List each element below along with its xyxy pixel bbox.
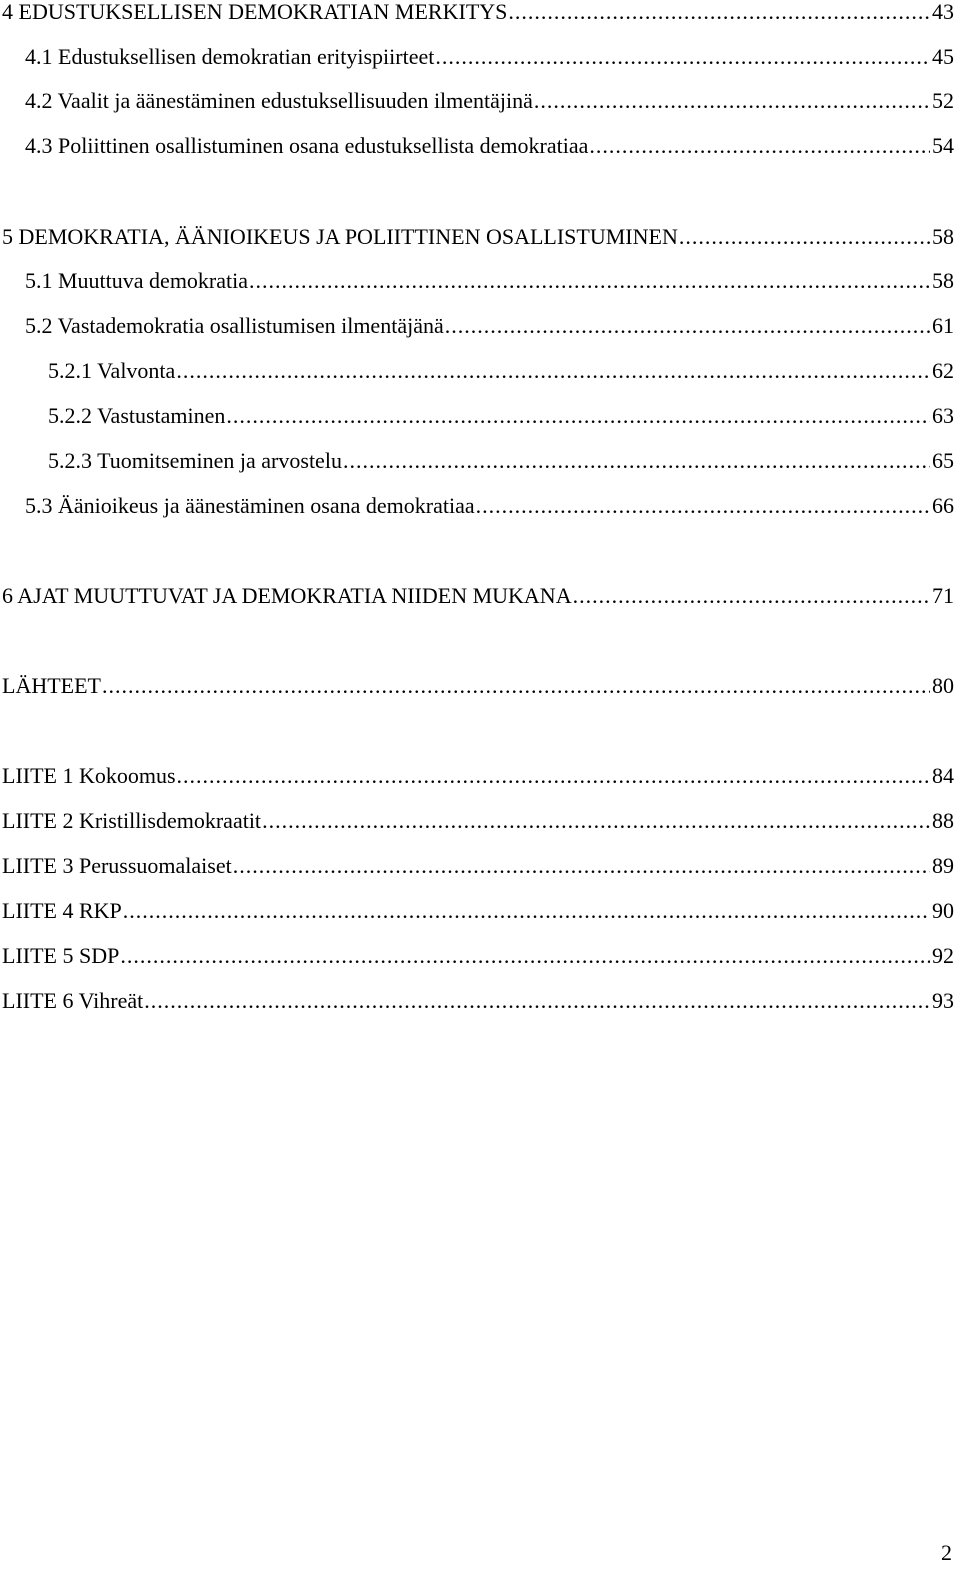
toc-entry[interactable] [2,896,954,926]
page-number: 2 [941,1540,952,1565]
toc-entry-label: LIITE 4 RKP [2,898,122,923]
toc-entry-label: 5.2.3 Tuomitseminen ja arvostelu [48,448,342,473]
toc-entry-label: LIITE 6 Vihreät [2,988,144,1013]
toc-entry-label: LIITE 1 Kokoomus [2,763,176,788]
toc-entry[interactable] [25,491,954,521]
dot-leader [343,446,930,476]
toc-entry[interactable] [25,311,954,341]
toc-entry-page: 54 [932,133,954,158]
dot-leader [120,941,930,971]
toc-entry-label: 5 DEMOKRATIA, ÄÄNIOIKEUS JA POLIITTINEN OSALLISTUMINEN [2,224,678,249]
toc-entry-label: 5.1 Muuttuva demokratia [25,268,249,293]
toc-entry-page: 66 [932,493,954,518]
dot-leader [262,806,930,836]
dot-leader [102,671,930,701]
toc-entry-label: 5.2 Vastademokratia osallistumisen ilmentäjänä [25,313,444,338]
toc-entry-label: 6 AJAT MUUTTUVAT JA DEMOKRATIA NIIDEN MUKANA [2,583,572,608]
toc-entry-label: 5.3 Äänioikeus ja äänestäminen osana demokratiaa [25,493,475,518]
toc-entry-page: 63 [932,403,954,428]
toc-entry-label: 4.1 Edustuksellisen demokratian erityispiirteet [25,44,435,69]
dot-leader [144,986,930,1016]
toc-entry-label: LIITE 3 Perussuomalaiset [2,853,232,878]
toc-entry-label: 4.3 Poliittinen osallistuminen osana edustuksellista demokratiaa [25,133,589,158]
dot-leader [233,851,930,881]
toc-entry-page: 61 [932,313,954,338]
toc-entry-page: 90 [932,898,954,923]
toc-entry-page: 43 [932,0,954,24]
toc-entry[interactable] [2,0,954,27]
toc-entry[interactable] [2,986,954,1016]
dot-leader [589,131,930,161]
toc-entry-page: 62 [932,358,954,383]
toc-entry[interactable] [2,851,954,881]
toc-entry[interactable] [2,941,954,971]
toc-entry-page: 45 [932,44,954,69]
dot-leader [177,761,930,791]
dot-leader [123,896,930,926]
toc-entry[interactable] [2,671,954,701]
toc-entry[interactable] [2,222,954,252]
toc-entry-page: 88 [932,808,954,833]
dot-leader [176,356,930,386]
dot-leader [249,266,930,296]
toc-entry-page: 58 [932,268,954,293]
dot-leader [476,491,930,521]
toc-entry-page: 65 [932,448,954,473]
toc-entry-page: 84 [932,763,954,788]
toc-entry[interactable] [25,266,954,296]
toc-entry-label: LIITE 5 SDP [2,943,120,968]
toc-entry[interactable] [48,446,954,476]
toc-entry[interactable] [2,806,954,836]
toc-entry-page: 80 [932,673,954,698]
dot-leader [226,401,930,431]
dot-leader [534,86,930,116]
toc-entry-page: 93 [932,988,954,1013]
toc-entry-page: 52 [932,88,954,113]
toc-entry[interactable] [25,42,954,72]
toc-entry-label: LIITE 2 Kristillisdemokraatit [2,808,262,833]
toc-entry[interactable] [48,356,954,386]
toc-entry[interactable] [48,401,954,431]
toc-entry-label: LÄHTEET [2,673,101,698]
toc-entry-page: 89 [932,853,954,878]
toc-entry-label: 4 EDUSTUKSELLISEN DEMOKRATIAN MERKITYS [2,0,508,24]
toc-entry-page: 71 [932,583,954,608]
toc-entry-label: 5.2.2 Vastustaminen [48,403,226,428]
dot-leader [445,311,930,341]
toc-entry[interactable] [25,86,954,116]
toc-entry-page: 58 [932,224,954,249]
toc-entry[interactable] [25,131,954,161]
toc-entry-label: 5.2.1 Valvonta [48,358,176,383]
toc-entry-label: 4.2 Vaalit ja äänestäminen edustuksellisuuden ilmentäjinä [25,88,533,113]
toc-entry[interactable] [2,761,954,791]
toc-entry-page: 92 [932,943,954,968]
dot-leader [679,222,930,252]
dot-leader [435,42,930,72]
toc-entry[interactable] [2,581,954,611]
dot-leader [508,0,930,27]
dot-leader [573,581,930,611]
